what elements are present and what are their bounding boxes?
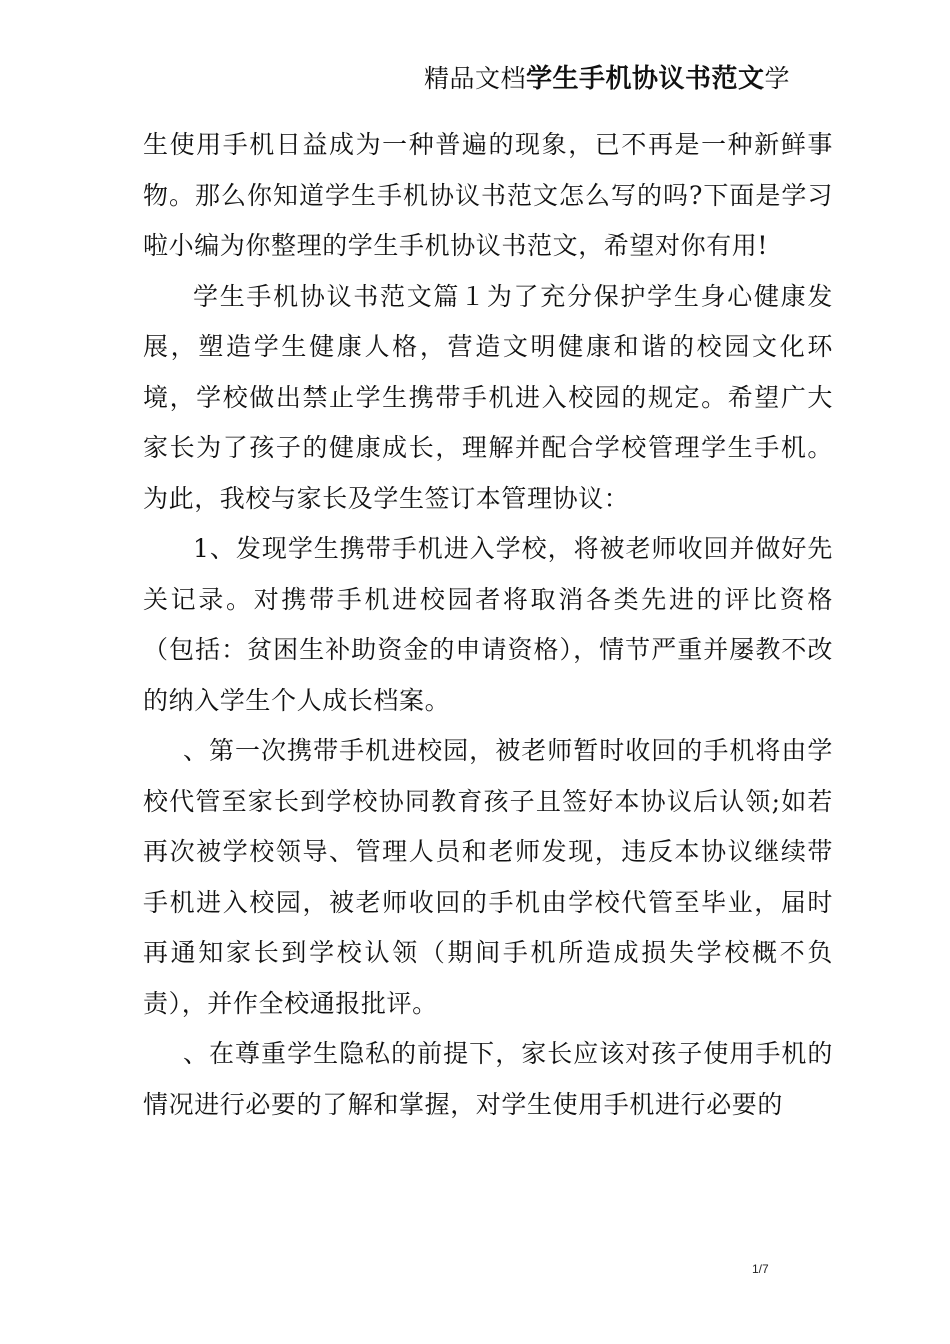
page-number: 1/7 (752, 1262, 769, 1276)
document-body (143, 120, 833, 1130)
paragraph-intro: 生使用手机日益成为一种普遍的现象，已不再是一种新鲜事物。那么你知道学生手机协议书范文怎么写的吗?下面是学习啦小编为你整理的学生手机协议书范文，希望对你有用! (143, 130, 833, 260)
paragraph-item-3: 、在尊重学生隐私的前提下，家长应该对孩子使用手机的情况进行必要的了解和掌握，对学生使用手机进行必要的 (143, 1039, 833, 1119)
document-header (424, 62, 790, 96)
document-title: 学生手机协议书范文 (526, 64, 765, 94)
header-prefix: 精品文档 (424, 64, 527, 93)
paragraph-item-2: 、第一次携带手机进校园，被老师暂时收回的手机将由学校代管至家长到学校协同教育孩子且签好本协议后认领;如若再次被学校领导、管理人员和老师发现，违反本协议继续带手机进入校园，被老师收回的手机由学校代管至毕业，届时再通知家长到学校认领（期间手机所造成损失学校概不负责），并作全校通报批评。 (143, 736, 833, 1018)
paragraph-section-1: 学生手机协议书范文篇１为了充分保护学生身心健康发展，塑造学生健康人格，营造文明健康和谐的校园文化环境，学校做出禁止学生携带手机进入校园的规定。希望广大家长为了孩子的健康成长，理解并配合学校管理学生手机。为此，我校与家长及学生签订本管理协议： (143, 281, 833, 513)
paragraph-item-1: 1、发现学生携带手机进入学校，将被老师收回并做好先关记录。对携带手机进校园者将取消各类先进的评比资格（包括：贫困生补助资金的申请资格），情节严重并屡教不改的纳入学生个人成长档案。 (143, 534, 833, 715)
header-suffix: 学 (764, 64, 791, 93)
